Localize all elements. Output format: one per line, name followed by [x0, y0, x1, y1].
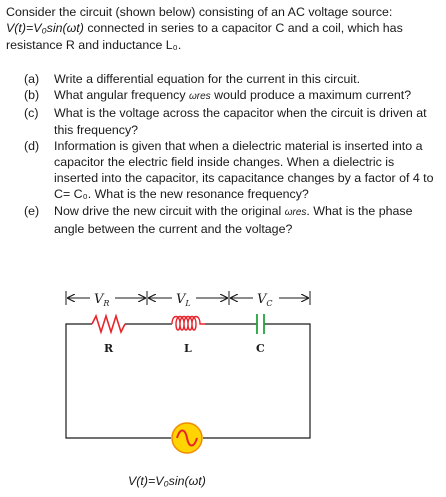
inductor-symbol	[172, 317, 205, 331]
question-label: (c)	[24, 106, 39, 121]
capacitor-label: C	[256, 342, 265, 355]
question-label: (d)	[24, 138, 40, 153]
vc-label: $V_C$	[257, 292, 273, 308]
question-text-post: . What is the phase angle between the current and the voltage?	[54, 203, 413, 236]
omega-res-symbol: ωres	[189, 91, 211, 103]
ac-source-symbol	[172, 423, 202, 453]
intro-line-1: Consider the circuit (shown below) consisting of an AC voltage source:	[6, 5, 393, 19]
source-caption: V(t)=V₀sin(ωt)	[128, 474, 206, 488]
question-text: Write a differential equation for the current in this circuit.	[54, 72, 361, 86]
resistor-label: R	[104, 342, 114, 355]
vl-label: $V_L$	[176, 292, 191, 308]
intro-line-3: resistance R and inductance L₀.	[6, 37, 182, 52]
question-label: (e)	[24, 203, 40, 218]
question-text-pre: What angular frequency	[54, 88, 189, 103]
question-text-pre: Now drive the new circuit with the original	[54, 203, 285, 218]
question-text: What is the voltage across the capacitor when the circuit is driven at this frequency?	[54, 106, 427, 137]
question-label: (b)	[24, 88, 40, 103]
question-text: Information is given that when a dielectric material is inserted into a capacitor the electric field inside changes. When a dielectric is inserted into the capacitor, its capacitance changes by a factor of 4 to C= C₀. What is the new resonance frequency?	[54, 138, 434, 202]
source-expression: V(t)=V₀sin(ωt)	[6, 21, 84, 36]
question-text-post: would produce a maximum current?	[210, 88, 412, 103]
intro-line-2-rest: connected in series to a capacitor C and a coil, which has	[83, 21, 403, 36]
omega-res-symbol: ωres	[284, 206, 307, 218]
capacitor-symbol	[257, 314, 264, 334]
vr-label: $V_R$	[94, 292, 110, 308]
wire-left	[66, 324, 171, 438]
question-label: (a)	[24, 72, 40, 86]
inductor-label: L	[184, 342, 192, 355]
resistor-symbol	[92, 316, 125, 332]
